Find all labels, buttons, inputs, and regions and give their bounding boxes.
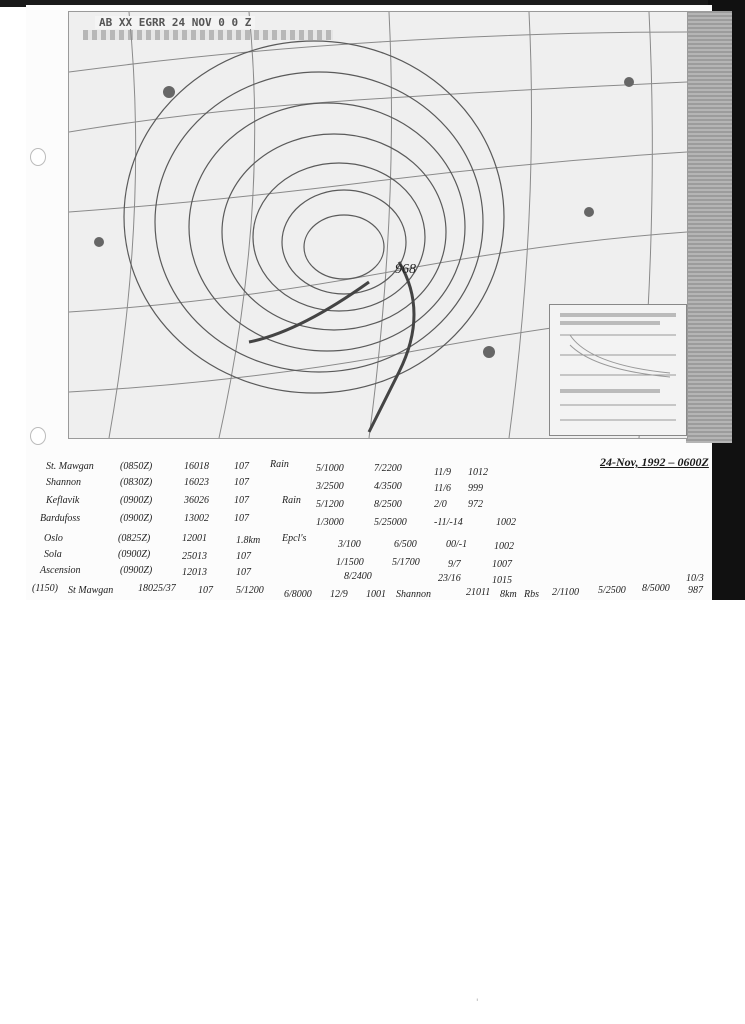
station-name: Shannon xyxy=(46,477,81,488)
obs-temp: 11/6 xyxy=(434,483,452,494)
map-side-band xyxy=(686,11,732,443)
station-name: Bardufoss xyxy=(40,513,81,524)
footer-cloud-1: 5/1200 xyxy=(236,585,264,596)
obs-temp: 23/16 xyxy=(438,573,461,584)
obs-temp: 9/7 xyxy=(448,559,461,570)
scan-speck: ' xyxy=(476,998,479,1008)
obs-cloud-2: 5/1700 xyxy=(392,557,420,568)
footer-second-cloud-2: 5/2500 xyxy=(598,585,626,596)
obs-time: (0850Z) xyxy=(120,461,153,472)
footer-second-station: Shannon xyxy=(396,589,431,600)
obs-pressure: 1007 xyxy=(492,559,512,570)
obs-cloud-1: 3/100 xyxy=(338,539,361,550)
punch-hole xyxy=(30,427,46,445)
obs-temp: 11/9 xyxy=(434,467,452,478)
obs-cloud-1: 1/1500 xyxy=(336,557,364,568)
obs-cloud-2: 5/25000 xyxy=(374,517,407,528)
obs-wind: 16018 xyxy=(184,461,209,472)
obs-pressure: 1015 xyxy=(492,575,512,586)
obs-visibility: 107 xyxy=(236,567,251,578)
obs-cloud-1: 8/2400 xyxy=(344,571,372,582)
footer-wind: 18025/37 xyxy=(138,583,176,594)
obs-temp: 2/0 xyxy=(434,499,447,510)
wind-scale-box xyxy=(549,304,687,436)
obs-cloud-2: 4/3500 xyxy=(374,481,402,492)
footer-second-cloud-3: 8/5000 xyxy=(642,583,670,594)
obs-time: (0900Z) xyxy=(120,495,153,506)
obs-time: (0900Z) xyxy=(118,549,151,560)
footer-pressure: 1001 xyxy=(366,589,386,600)
obs-temp: 00/-1 xyxy=(446,539,468,550)
obs-cloud-2: 6/500 xyxy=(394,539,417,550)
low-pressure-label: 968 xyxy=(395,262,416,277)
obs-time: (0900Z) xyxy=(120,513,153,524)
obs-pressure: 1012 xyxy=(468,467,488,478)
station-name: Sola xyxy=(44,549,62,560)
obs-wind: 12001 xyxy=(182,533,207,544)
footer-visibility: 107 xyxy=(198,585,213,596)
footer-second-temp: 10/3 xyxy=(686,573,704,584)
document-sheet xyxy=(26,5,712,600)
obs-visibility: 107 xyxy=(234,461,249,472)
footer-second-weather: Rbs xyxy=(524,589,539,600)
obs-wind: 16023 xyxy=(184,477,209,488)
footer-temp: 12/9 xyxy=(330,589,348,600)
footer-time: (1150) xyxy=(32,583,58,594)
station-name: Ascension xyxy=(40,565,81,576)
footer-second-cloud-1: 2/1100 xyxy=(552,587,580,598)
date-stamp: 24-Nov, 1992 – 0600Z xyxy=(600,455,709,469)
obs-time: (0830Z) xyxy=(120,477,153,488)
punch-hole xyxy=(30,148,46,166)
obs-pressure: 1002 xyxy=(494,541,514,552)
obs-wind: 25013 xyxy=(182,551,207,562)
obs-time: (0900Z) xyxy=(120,565,153,576)
obs-visibility: 107 xyxy=(236,551,251,562)
obs-pressure: 972 xyxy=(468,499,483,510)
obs-wind: 13002 xyxy=(184,513,209,524)
obs-cloud-2: 8/2500 xyxy=(374,499,402,510)
obs-weather: Rain xyxy=(282,495,301,506)
footer-station: St Mawgan xyxy=(68,585,114,596)
obs-pressure: 999 xyxy=(468,483,483,494)
obs-weather: Rain xyxy=(270,459,289,470)
obs-pressure: 1002 xyxy=(496,517,516,528)
obs-cloud-1: 5/1000 xyxy=(316,463,344,474)
obs-wind: 36026 xyxy=(184,495,209,506)
footer-second-pressure: 987 xyxy=(688,585,703,596)
obs-wind: 12013 xyxy=(182,567,207,578)
obs-cloud-1: 3/2500 xyxy=(316,481,344,492)
obs-visibility: 107 xyxy=(234,495,249,506)
weather-map xyxy=(68,11,688,439)
obs-time: (0825Z) xyxy=(118,533,151,544)
footer-second-visibility: 8km xyxy=(500,589,517,600)
obs-cloud-1: 5/1200 xyxy=(316,499,344,510)
footer-second-wind: 21011 xyxy=(466,587,491,598)
obs-visibility: 107 xyxy=(234,513,249,524)
footer-cloud-2: 6/8000 xyxy=(284,589,312,600)
obs-visibility: 1.8km xyxy=(236,535,261,546)
map-header: AB XX EGRR 24 NOV 0 0 Z xyxy=(95,16,255,29)
obs-cloud-2: 7/2200 xyxy=(374,463,402,474)
obs-cloud-1: 1/3000 xyxy=(316,517,344,528)
obs-weather: Epcl's xyxy=(282,533,307,544)
wind-scale-graphic xyxy=(550,305,686,435)
obs-temp: -11/-14 xyxy=(434,517,463,528)
station-name: St. Mawgan xyxy=(46,461,94,472)
station-name: Oslo xyxy=(44,533,63,544)
station-name: Keflavik xyxy=(46,495,80,506)
obs-visibility: 107 xyxy=(234,477,249,488)
